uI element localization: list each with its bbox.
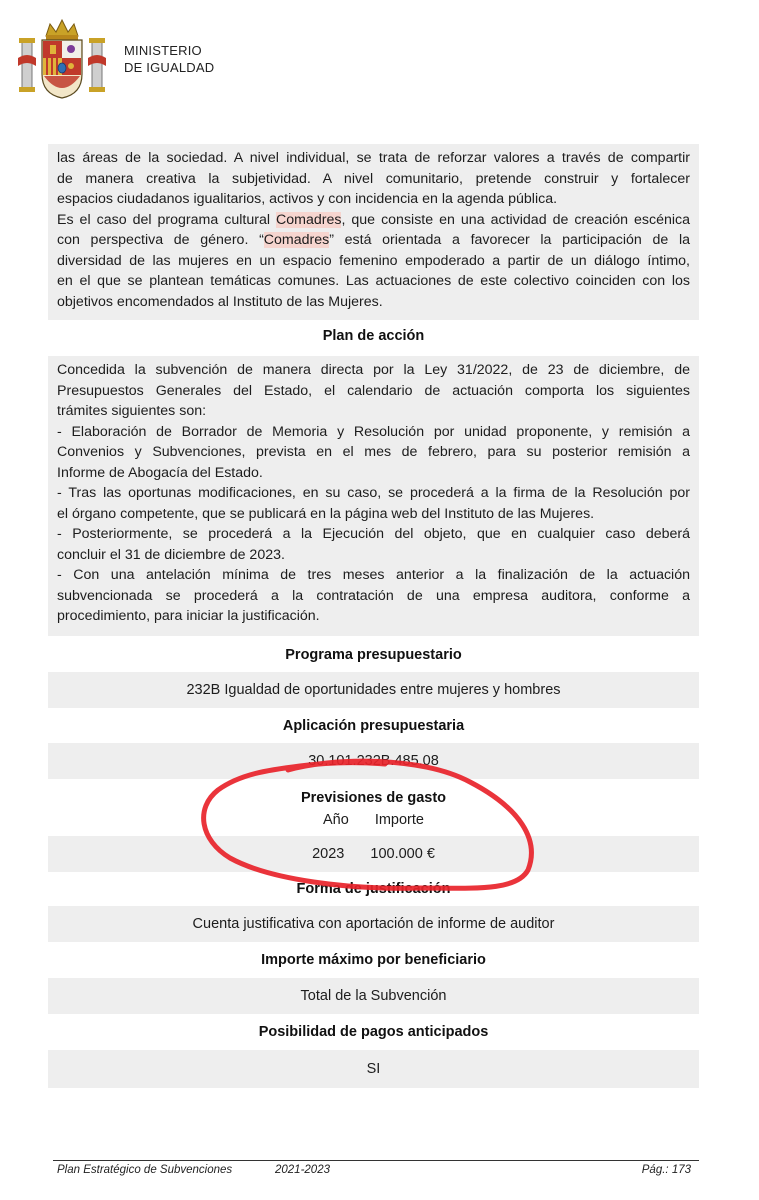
text-fragment: Es el caso del programa cultural: [57, 211, 276, 228]
plan-line: subvencionada se procederá a la contratación de una empresa auditora, conforme a: [57, 587, 690, 604]
text-fragment: con perspectiva de género. “: [57, 232, 264, 248]
highlighted-word: Comadres: [263, 232, 330, 248]
coat-of-arms-icon: [16, 16, 108, 100]
forma-value: Cuenta justificativa con aportación de informe de auditor: [48, 906, 699, 942]
section-title-aplicacion: Aplicación presupuestaria: [282, 718, 465, 734]
page-header: [16, 16, 416, 100]
column-amount: Importe: [374, 812, 424, 828]
section-title-plan: Plan de acción: [322, 328, 425, 344]
plan-line: Presupuestos Generales del Estado, el calendario de actuación comporta los siguientes: [57, 382, 690, 399]
plan-line: Concedida la subvención de manera directa por la Ley 31/2022, de 23 de diciembre, de: [57, 362, 690, 378]
intro-line-comadres-1: [57, 210, 690, 231]
plan-line: trámites siguientes son:: [57, 403, 207, 419]
importe-max-value: Total de la Subvención: [48, 978, 699, 1014]
programa-value: 232B Igualdad de oportunidades entre mujeres y hombres: [48, 672, 699, 708]
intro-line: de manera creativa la subjetividad. A nivel comunitario, pretende construir y fortalecer: [57, 170, 690, 187]
previsiones-row: [48, 836, 699, 872]
intro-paragraph: [48, 144, 699, 320]
ministry-line-1: MINISTERIO: [124, 43, 202, 58]
plan-line: concluir el 31 de diciembre de 2023.: [57, 546, 285, 563]
section-title-forma: Forma de justificación: [296, 881, 451, 897]
page-footer: [53, 1160, 699, 1181]
intro-line: en el que se plantean temáticas comunes. Las actuaciones de este colectivo coinciden con los: [57, 273, 690, 289]
ministry-name: [124, 42, 214, 76]
plan-paragraph: [48, 356, 699, 636]
intro-line: espacios ciudadanos igualitarios, activos y con incidencia en la agenda pública.: [57, 191, 558, 207]
section-title-previsiones: Previsiones de gasto: [300, 790, 447, 806]
plan-line: Informe de Abogacía del Estado.: [57, 464, 263, 481]
previsiones-header: [48, 787, 699, 833]
plan-line: el órgano competente, que se publicará en la página web del Instituto de las Mujeres.: [57, 505, 595, 522]
plan-line: - Posteriormente, se procederá a la Ejecución del objeto, que en cualquier caso deberá: [57, 526, 690, 542]
plan-line: - Elaboración de Borrador de Memoria y Resolución por unidad proponente, y remisión a: [57, 423, 690, 440]
plan-line: - Con una antelación mínima de tres meses anterior a la finalización de la actuación: [57, 567, 690, 583]
plan-line: - Tras las oportunas modificaciones, en su caso, se procederá a la firma de la Resolución por: [57, 485, 690, 501]
plan-line: Convenios y Subvenciones, prevista en el mes de febrero, para su posterior remisión a: [57, 444, 690, 460]
footer-years: 2021-2023: [275, 1164, 330, 1176]
text-fragment: ” está orientada a favorecer la participación de la: [329, 232, 690, 248]
footer-page-number: Pág.: 173: [641, 1164, 691, 1176]
intro-line: diversidad de las mujeres en un espacio femenino empoderado a partir de un diálogo íntimo,: [57, 252, 690, 269]
column-year: Año: [323, 812, 349, 828]
prevision-year: 2023: [312, 846, 345, 862]
footer-doc-title: Plan Estratégico de Subvenciones: [57, 1164, 233, 1176]
intro-line-comadres-2: [57, 230, 690, 251]
prevision-amount: 100.000 €: [370, 846, 435, 862]
intro-line: las áreas de la sociedad. A nivel individual, se trata de reforzar valores a través de compartir: [57, 150, 690, 166]
section-title-importe-max: Importe máximo por beneficiario: [261, 952, 486, 968]
section-title-programa: Programa presupuestario: [285, 647, 462, 663]
text-fragment: , que consiste en una actividad de creación escénica: [341, 211, 691, 228]
ministry-line-2: DE IGUALDAD: [124, 60, 215, 75]
aplicacion-value: 30.101.232B.485.08: [48, 743, 699, 779]
intro-line: objetivos encomendados al Instituto de las Mujeres.: [57, 293, 383, 310]
plan-line: procedimiento, para iniciar la justificación.: [57, 608, 320, 624]
section-title-pagos: Posibilidad de pagos anticipados: [258, 1024, 489, 1040]
previsiones-columns: [48, 809, 699, 831]
highlighted-word: Comadres: [276, 211, 342, 228]
pagos-value: SI: [48, 1050, 699, 1088]
